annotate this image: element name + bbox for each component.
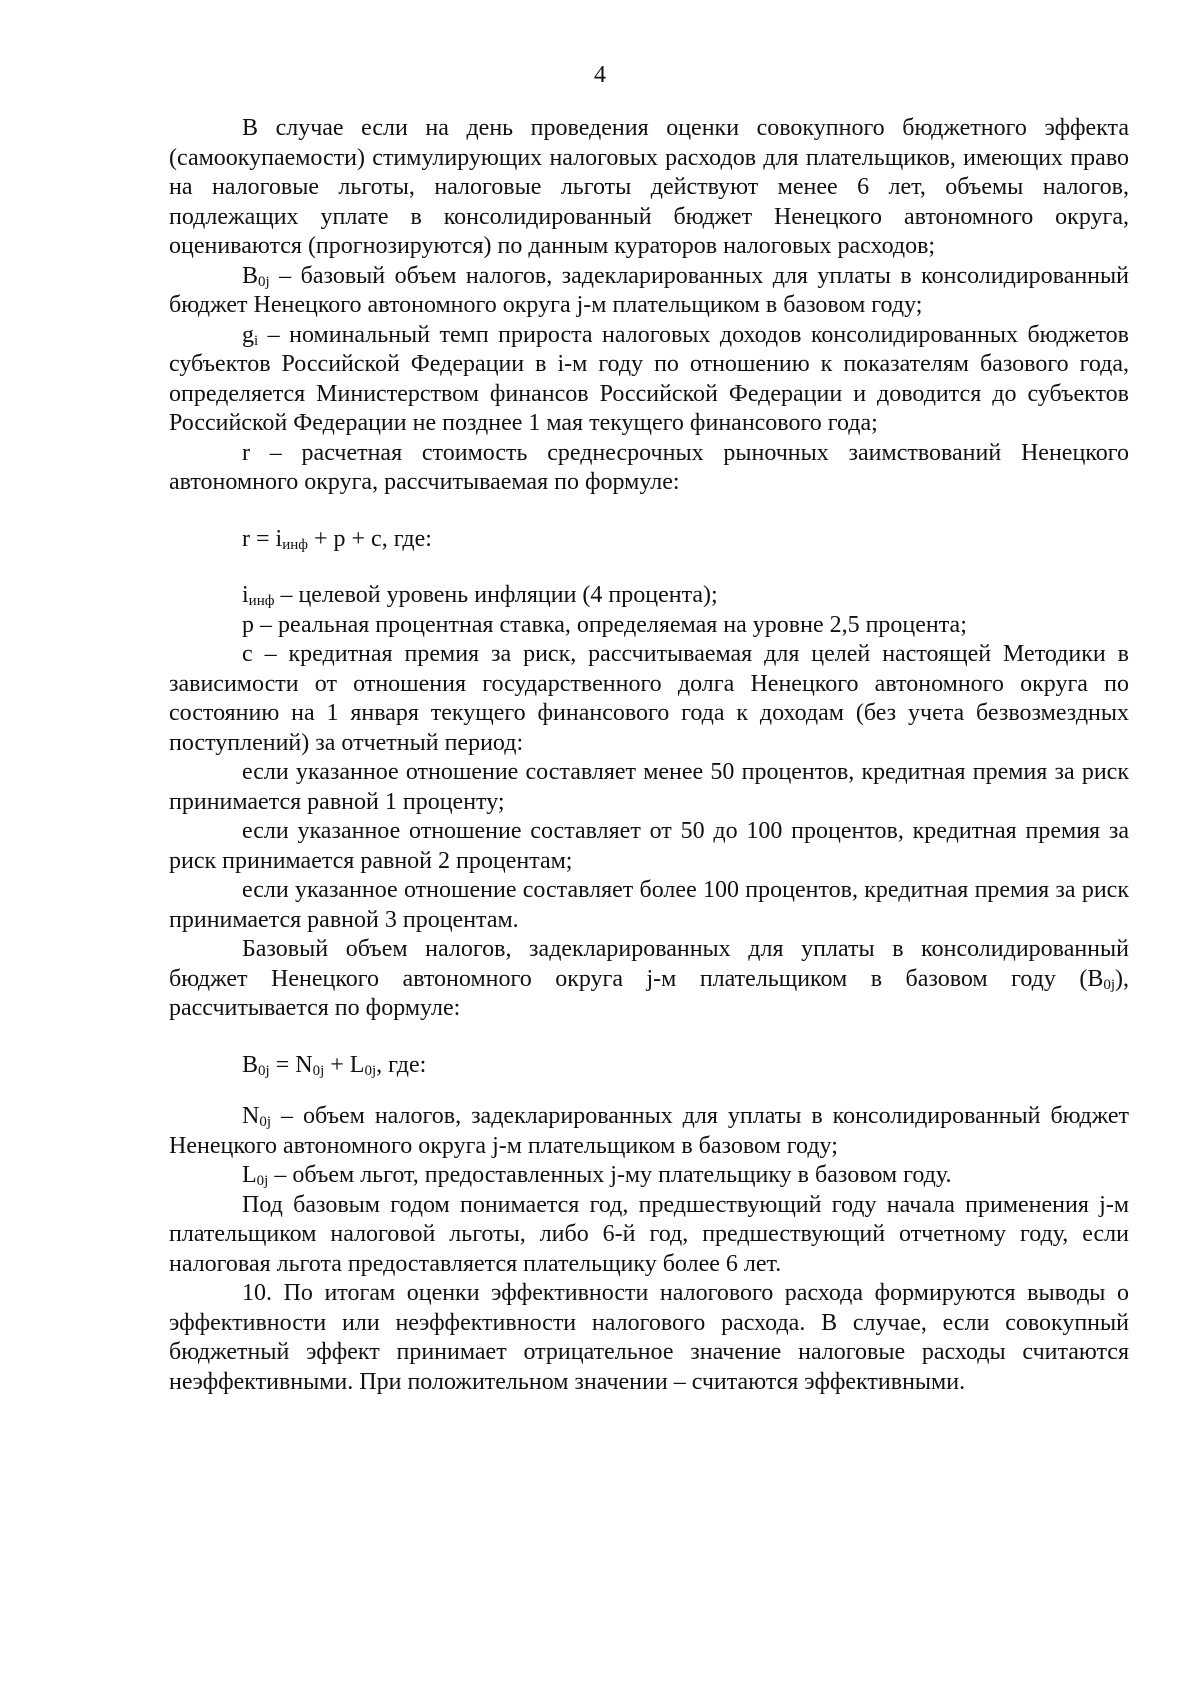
paragraph-budget-effect: В случае если на день проведения оценки совокупного бюджетного эффекта (самоокупаемости) стимулирующих налоговых расходов для плательщиков, имеющих право на налоговые льготы, налоговые льготы действуют менее 6 лет, объемы налогов, подлежащих уплате в консолидированный бюджет Ненецкого автономного округа, оцениваются (прогнозируются) по данным кураторов налоговых расходов; <box>169 115 1129 259</box>
paragraph-base-year: Под базовым годом понимается год, предшествующий году начала применения j-м плательщиком налоговой льготы, либо 6-й год, предшествующий отчетному году, если налоговая льгота предоставляется плательщику более 6 лет. <box>169 1191 1129 1277</box>
paragraph-premium-over-100: если указанное отношение составляет более 100 процентов, кредитная премия за риск принимается равной 3 процентам. <box>169 877 1129 933</box>
paragraph-premium-50-100: если указанное отношение составляет от 50 до 100 процентов, кредитная премия за риск принимается равной 2 процентам; <box>169 818 1129 874</box>
paragraph-l0j-definition <box>169 1161 1129 1191</box>
subscript: 0j <box>312 1062 325 1079</box>
symbol: g <box>242 321 254 348</box>
formula-tail: , где: <box>376 1051 427 1078</box>
subscript: 0j <box>1103 976 1115 993</box>
paragraph-text: Базовый объем налогов, задекларированных для уплаты в консолидированный бюджет Ненецкого автономного округа j-м плательщиком в базовом году (B <box>169 936 1129 992</box>
symbol: N <box>242 1103 260 1129</box>
formula-r <box>169 525 1129 555</box>
subscript: 0j <box>259 1114 272 1130</box>
paragraph-tail: ), рассчитывается по формуле: <box>169 965 1129 1021</box>
paragraph-gi-definition <box>169 321 1129 439</box>
definition-text: – объем льгот, предоставленных j-му плательщику в базовом году. <box>268 1162 952 1188</box>
formula-rhs: + p + c, где: <box>307 525 432 552</box>
paragraph-real-rate: p – реальная процентная ставка, определяемая на уровне 2,5 процента; <box>242 611 967 638</box>
subscript: инф <box>282 536 308 553</box>
symbol: L <box>242 1162 257 1188</box>
definition-text: – целевой уровень инфляции (4 процента); <box>274 582 718 608</box>
paragraph-base-volume <box>169 935 1129 1024</box>
paragraph-r-definition: r – расчетная стоимость среднесрочных рыночных заимствований Ненецкого автономного округа, рассчитываемая по формуле: <box>169 439 1129 495</box>
subscript: 0j <box>364 1062 377 1079</box>
symbol: i <box>242 582 249 608</box>
definition-text: – базовый объем налогов, задекларированных для уплаты в консолидированный бюджет Ненецкого автономного округа j-м плательщиком в базовом году; <box>169 262 1129 318</box>
paragraph-inflation <box>169 581 1129 611</box>
subscript: инф <box>248 593 275 609</box>
formula-lhs: r = i <box>242 525 283 552</box>
definition-text: – объем налогов, задекларированных для уплаты в консолидированный бюджет Ненецкого автономного округа j-м плательщиком в базовом году; <box>169 1103 1129 1159</box>
definition-text: – номинальный темп прироста налоговых доходов консолидированных бюджетов субъектов Российской Федерации в i-м году по отношению к показателям базового года, определяется Министерством финансов Российской Федерации и доводится до субъектов Российской Федерации не позднее 1 мая текущего финансового года; <box>169 321 1129 436</box>
paragraph-n0j-definition <box>169 1102 1129 1161</box>
formula-term: = N <box>269 1051 313 1078</box>
subscript: 0j <box>256 1173 269 1189</box>
document-body <box>169 114 1129 1397</box>
subscript: i <box>254 332 259 349</box>
paragraph-credit-premium: c – кредитная премия за риск, рассчитываемая для целей настоящей Методики в зависимости от отношения государственного долга Ненецкого автономного округа по состоянию на 1 января текущего финансового года к доходам (без учета безвозмездных поступлений) за отчетный период: <box>169 641 1129 756</box>
paragraph-conclusion: 10. По итогам оценки эффективности налогового расхода формируются выводы о эффективности или неэффективности налогового расхода. В случае, если совокупный бюджетный эффект принимает отрицательное значение налоговые расходы считаются неэффективными. При положительном значении – считаются эффективными. <box>169 1280 1129 1395</box>
paragraph-b0j-definition <box>169 262 1129 321</box>
page-number: 4 <box>594 62 606 88</box>
formula-term: + L <box>324 1051 365 1078</box>
formula-term: B <box>242 1051 259 1078</box>
symbol: B <box>242 262 259 289</box>
subscript: 0j <box>258 273 270 290</box>
subscript: 0j <box>258 1062 270 1079</box>
paragraph-premium-under-50: если указанное отношение составляет менее 50 процентов, кредитная премия за риск принимается равной 1 проценту; <box>169 759 1129 815</box>
formula-b0j <box>169 1051 1129 1081</box>
